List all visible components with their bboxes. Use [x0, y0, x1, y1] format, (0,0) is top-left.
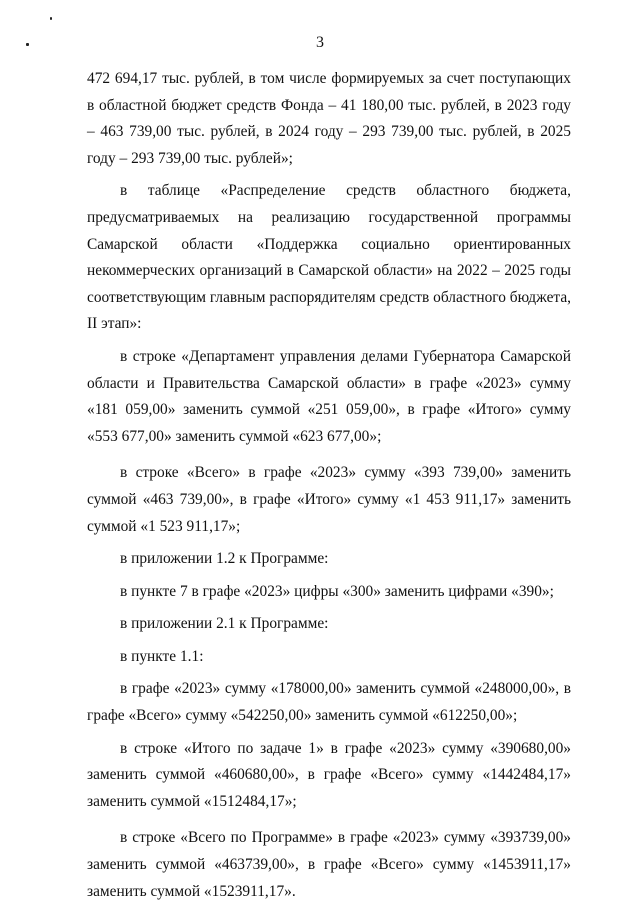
paragraph-department-row: в строке «Департамент управления делами Губернатора Самарской области и Правительства Самарской области» в графе «2023» сумму «181 059,00» заменить суммой «251 059,00», в графе «Итого» сумму «553 677,00» заменить суммой «623 677,00»;: [87, 347, 571, 445]
paragraph-item-7: в пункте 7 в графе «2023» цифры «300» заменить цифрами «390»;: [120, 582, 554, 600]
paragraph-appendix-2-1: в приложении 2.1 к Программе:: [120, 615, 329, 633]
page-number: 3: [316, 34, 324, 51]
paragraph-continuation: 472 694,17 тыс. рублей, в том числе формируемых за счет поступающих в областной бюджет средств Фонда – 41 180,00 тыс. рублей, в 2023 году – 463 739,00 тыс. рублей, в 2024 году – 293 739,00 тыс. рублей, в 2025 году – 293 739,00 тыс. рублей»;: [87, 70, 571, 167]
paragraph-column-2023: в графе «2023» сумму «178000,00» заменить суммой «248000,00», в графе «Всего» сумму «542250,00» заменить суммой «612250,00»;: [87, 680, 571, 725]
scan-speck: [50, 17, 52, 20]
document-body: [87, 66, 571, 905]
paragraph-total-row: в строке «Всего» в графе «2023» сумму «393 739,00» заменить суммой «463 739,00», в графе «Итого» сумму «1 453 911,17» заменить суммой «1 523 911,17»;: [87, 464, 571, 535]
paragraph-program-total: в строке «Всего по Программе» в графе «2023» сумму «393739,00» заменить суммой «463739,00», в графе «Всего» сумму «1453911,17» заменить суммой «1523911,17».: [87, 829, 571, 900]
paragraph-item-1-1: в пункте 1.1:: [120, 647, 204, 665]
paragraph-appendix-1-2: в приложении 1.2 к Программе:: [120, 550, 329, 568]
paragraph-table-distribution: в таблице «Распределение средств областного бюджета, предусматриваемых на реализацию государственной программы Самарской области «Поддержка социально ориентированных некоммерческих организаций в Самарской области» на 2022 – 2025 годы соответствующим главным распорядителям средств областного бюджета, II этап»:: [87, 182, 571, 333]
paragraph-task-1-total: в строке «Итого по задаче 1» в графе «2023» сумму «390680,00» заменить суммой «460680,00», в графе «Всего» сумму «1442484,17» заменить суммой «1512484,17»;: [87, 739, 571, 810]
